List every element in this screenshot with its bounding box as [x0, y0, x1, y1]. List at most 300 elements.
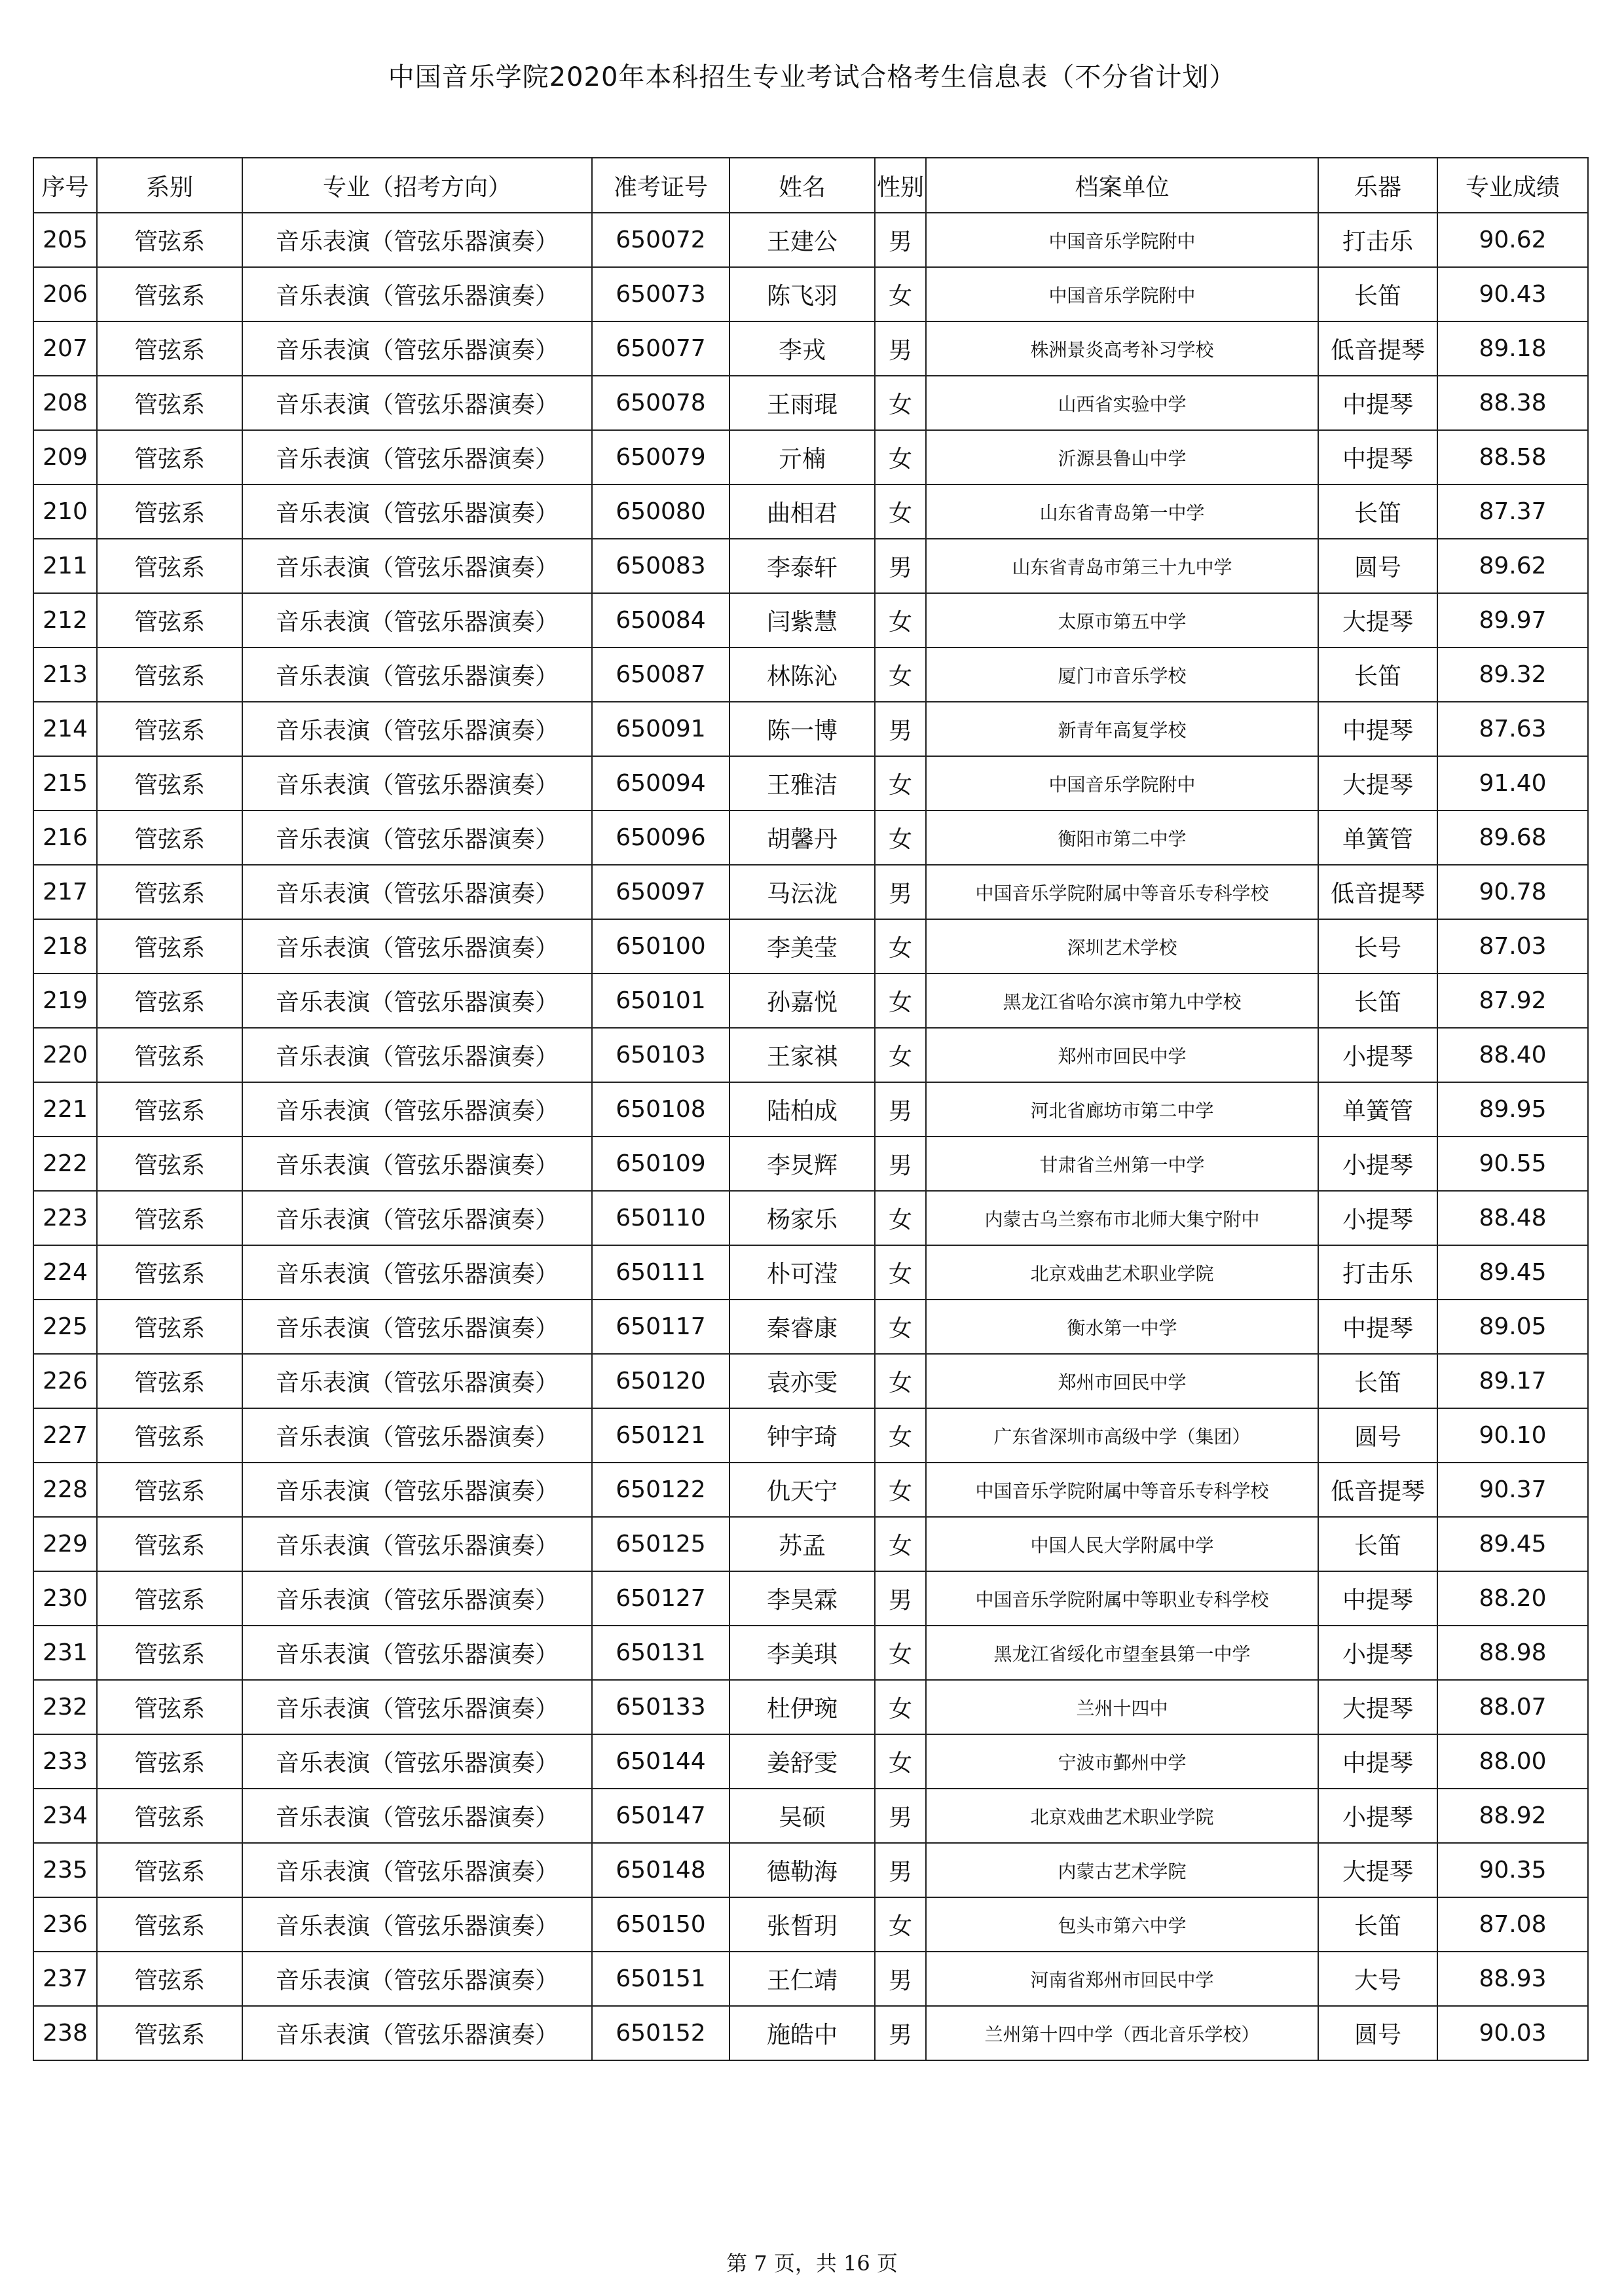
table-row — [33, 321, 1588, 376]
archive-unit-cell: 郑州市回民中学 — [926, 1354, 1318, 1408]
score-cell: 88.93 — [1437, 1952, 1588, 2006]
score-cell: 90.10 — [1437, 1408, 1588, 1463]
department-cell: 管弦系 — [97, 484, 242, 539]
score-cell: 89.62 — [1437, 539, 1588, 593]
exam-id-cell: 650087 — [592, 647, 729, 702]
score-cell: 89.95 — [1437, 1082, 1588, 1137]
table-row — [33, 1245, 1588, 1300]
instrument-cell: 大提琴 — [1318, 593, 1437, 647]
table-row — [33, 1463, 1588, 1517]
archive-unit-cell: 北京戏曲艺术职业学院 — [926, 1245, 1318, 1300]
archive-unit-cell: 郑州市回民中学 — [926, 1028, 1318, 1082]
table-row — [33, 974, 1588, 1028]
exam-id-cell: 650101 — [592, 974, 729, 1028]
instrument-cell: 长笛 — [1318, 647, 1437, 702]
archive-unit-cell: 中国音乐学院附中 — [926, 756, 1318, 811]
department-cell: 管弦系 — [97, 1517, 242, 1571]
column-header-gender: 性别 — [875, 158, 926, 213]
score-cell: 88.98 — [1437, 1626, 1588, 1680]
gender-cell: 男 — [875, 539, 926, 593]
exam-id-cell: 650096 — [592, 811, 729, 865]
score-cell: 88.40 — [1437, 1028, 1588, 1082]
seq-cell: 230 — [33, 1571, 97, 1626]
score-cell: 88.92 — [1437, 1789, 1588, 1843]
major-cell: 音乐表演（管弦乐器演奏） — [242, 321, 592, 376]
score-cell: 89.68 — [1437, 811, 1588, 865]
score-cell: 88.58 — [1437, 430, 1588, 484]
name-cell: 姜舒雯 — [729, 1734, 875, 1789]
table-row — [33, 1571, 1588, 1626]
instrument-cell: 小提琴 — [1318, 1789, 1437, 1843]
exam-id-cell: 650148 — [592, 1843, 729, 1897]
archive-unit-cell: 中国音乐学院附属中等职业专科学校 — [926, 1571, 1318, 1626]
table-row — [33, 702, 1588, 756]
table-row — [33, 376, 1588, 430]
instrument-cell: 圆号 — [1318, 2006, 1437, 2060]
instrument-cell: 小提琴 — [1318, 1626, 1437, 1680]
exam-id-cell: 650073 — [592, 267, 729, 321]
column-header-exam-id: 准考证号 — [592, 158, 729, 213]
instrument-cell: 低音提琴 — [1318, 865, 1437, 919]
archive-unit-cell: 株洲景炎高考补习学校 — [926, 321, 1318, 376]
seq-cell: 222 — [33, 1137, 97, 1191]
seq-cell: 220 — [33, 1028, 97, 1082]
name-cell: 李戎 — [729, 321, 875, 376]
score-cell: 90.03 — [1437, 2006, 1588, 2060]
score-cell: 87.37 — [1437, 484, 1588, 539]
exam-id-cell: 650121 — [592, 1408, 729, 1463]
department-cell: 管弦系 — [97, 865, 242, 919]
name-cell: 吴硕 — [729, 1789, 875, 1843]
table-row — [33, 865, 1588, 919]
department-cell: 管弦系 — [97, 213, 242, 267]
seq-cell: 234 — [33, 1789, 97, 1843]
seq-cell: 217 — [33, 865, 97, 919]
exam-id-cell: 650084 — [592, 593, 729, 647]
gender-cell: 女 — [875, 1517, 926, 1571]
table-row — [33, 1300, 1588, 1354]
major-cell: 音乐表演（管弦乐器演奏） — [242, 1734, 592, 1789]
gender-cell: 男 — [875, 1571, 926, 1626]
name-cell: 林陈沁 — [729, 647, 875, 702]
seq-cell: 226 — [33, 1354, 97, 1408]
instrument-cell: 长笛 — [1318, 1354, 1437, 1408]
gender-cell: 男 — [875, 865, 926, 919]
gender-cell: 女 — [875, 919, 926, 974]
seq-cell: 218 — [33, 919, 97, 974]
archive-unit-cell: 黑龙江省绥化市望奎县第一中学 — [926, 1626, 1318, 1680]
score-cell: 90.78 — [1437, 865, 1588, 919]
instrument-cell: 大提琴 — [1318, 1680, 1437, 1734]
name-cell: 李昊霖 — [729, 1571, 875, 1626]
major-cell: 音乐表演（管弦乐器演奏） — [242, 1517, 592, 1571]
seq-cell: 209 — [33, 430, 97, 484]
header-row — [33, 158, 1588, 213]
name-cell: 钟宇琦 — [729, 1408, 875, 1463]
column-header-department: 系别 — [97, 158, 242, 213]
department-cell: 管弦系 — [97, 1734, 242, 1789]
department-cell: 管弦系 — [97, 1300, 242, 1354]
seq-cell: 225 — [33, 1300, 97, 1354]
exam-id-cell: 650091 — [592, 702, 729, 756]
instrument-cell: 大号 — [1318, 1952, 1437, 2006]
name-cell: 李炅辉 — [729, 1137, 875, 1191]
instrument-cell: 中提琴 — [1318, 430, 1437, 484]
name-cell: 仇天宁 — [729, 1463, 875, 1517]
table-row — [33, 1082, 1588, 1137]
name-cell: 施皓中 — [729, 2006, 875, 2060]
archive-unit-cell: 衡阳市第二中学 — [926, 811, 1318, 865]
major-cell: 音乐表演（管弦乐器演奏） — [242, 430, 592, 484]
name-cell: 张晳玥 — [729, 1897, 875, 1952]
exam-id-cell: 650133 — [592, 1680, 729, 1734]
seq-cell: 207 — [33, 321, 97, 376]
archive-unit-cell: 广东省深圳市高级中学（集团） — [926, 1408, 1318, 1463]
instrument-cell: 打击乐 — [1318, 213, 1437, 267]
instrument-cell: 单簧管 — [1318, 1082, 1437, 1137]
score-cell: 87.92 — [1437, 974, 1588, 1028]
name-cell: 袁亦雯 — [729, 1354, 875, 1408]
document-title: 中国音乐学院2020年本科招生专业考试合格考生信息表（不分省计划） — [388, 62, 1236, 92]
exam-id-cell: 650078 — [592, 376, 729, 430]
archive-unit-cell: 衡水第一中学 — [926, 1300, 1318, 1354]
score-cell: 89.97 — [1437, 593, 1588, 647]
seq-cell: 224 — [33, 1245, 97, 1300]
score-cell: 91.40 — [1437, 756, 1588, 811]
exam-id-cell: 650151 — [592, 1952, 729, 2006]
instrument-cell: 大提琴 — [1318, 1843, 1437, 1897]
name-cell: 秦睿康 — [729, 1300, 875, 1354]
instrument-cell: 长号 — [1318, 919, 1437, 974]
major-cell: 音乐表演（管弦乐器演奏） — [242, 1626, 592, 1680]
archive-unit-cell: 宁波市鄞州中学 — [926, 1734, 1318, 1789]
exam-id-cell: 650122 — [592, 1463, 729, 1517]
score-cell: 90.62 — [1437, 213, 1588, 267]
seq-cell: 233 — [33, 1734, 97, 1789]
seq-cell: 228 — [33, 1463, 97, 1517]
score-cell: 89.45 — [1437, 1245, 1588, 1300]
major-cell: 音乐表演（管弦乐器演奏） — [242, 1789, 592, 1843]
seq-cell: 206 — [33, 267, 97, 321]
score-cell: 89.05 — [1437, 1300, 1588, 1354]
name-cell: 胡馨丹 — [729, 811, 875, 865]
table-row — [33, 1028, 1588, 1082]
major-cell: 音乐表演（管弦乐器演奏） — [242, 647, 592, 702]
gender-cell: 女 — [875, 484, 926, 539]
score-cell: 89.17 — [1437, 1354, 1588, 1408]
exam-id-cell: 650111 — [592, 1245, 729, 1300]
major-cell: 音乐表演（管弦乐器演奏） — [242, 1571, 592, 1626]
major-cell: 音乐表演（管弦乐器演奏） — [242, 811, 592, 865]
major-cell: 音乐表演（管弦乐器演奏） — [242, 919, 592, 974]
instrument-cell: 中提琴 — [1318, 1571, 1437, 1626]
seq-cell: 215 — [33, 756, 97, 811]
major-cell: 音乐表演（管弦乐器演奏） — [242, 593, 592, 647]
major-cell: 音乐表演（管弦乐器演奏） — [242, 1354, 592, 1408]
exam-id-cell: 650097 — [592, 865, 729, 919]
name-cell: 杜伊琬 — [729, 1680, 875, 1734]
archive-unit-cell: 中国音乐学院附中 — [926, 213, 1318, 267]
instrument-cell: 中提琴 — [1318, 702, 1437, 756]
archive-unit-cell: 黑龙江省哈尔滨市第九中学校 — [926, 974, 1318, 1028]
gender-cell: 女 — [875, 430, 926, 484]
gender-cell: 男 — [875, 2006, 926, 2060]
major-cell: 音乐表演（管弦乐器演奏） — [242, 267, 592, 321]
gender-cell: 男 — [875, 321, 926, 376]
score-cell: 90.43 — [1437, 267, 1588, 321]
department-cell: 管弦系 — [97, 1463, 242, 1517]
name-cell: 李泰轩 — [729, 539, 875, 593]
gender-cell: 女 — [875, 811, 926, 865]
major-cell: 音乐表演（管弦乐器演奏） — [242, 1897, 592, 1952]
department-cell: 管弦系 — [97, 1354, 242, 1408]
seq-cell: 223 — [33, 1191, 97, 1245]
department-cell: 管弦系 — [97, 2006, 242, 2060]
archive-unit-cell: 河北省廊坊市第二中学 — [926, 1082, 1318, 1137]
instrument-cell: 单簧管 — [1318, 811, 1437, 865]
table-row — [33, 1843, 1588, 1897]
gender-cell: 女 — [875, 1734, 926, 1789]
department-cell: 管弦系 — [97, 974, 242, 1028]
table-header — [33, 158, 1588, 213]
department-cell: 管弦系 — [97, 1082, 242, 1137]
major-cell: 音乐表演（管弦乐器演奏） — [242, 1300, 592, 1354]
major-cell: 音乐表演（管弦乐器演奏） — [242, 865, 592, 919]
major-cell: 音乐表演（管弦乐器演奏） — [242, 376, 592, 430]
instrument-cell: 圆号 — [1318, 1408, 1437, 1463]
seq-cell: 237 — [33, 1952, 97, 2006]
score-cell: 88.00 — [1437, 1734, 1588, 1789]
exam-id-cell: 650079 — [592, 430, 729, 484]
table-row — [33, 1354, 1588, 1408]
major-cell: 音乐表演（管弦乐器演奏） — [242, 1680, 592, 1734]
exam-id-cell: 650152 — [592, 2006, 729, 2060]
department-cell: 管弦系 — [97, 1843, 242, 1897]
score-cell: 90.37 — [1437, 1463, 1588, 1517]
column-header-instrument: 乐器 — [1318, 158, 1437, 213]
archive-unit-cell: 内蒙古乌兰察布市北师大集宁附中 — [926, 1191, 1318, 1245]
major-cell: 音乐表演（管弦乐器演奏） — [242, 213, 592, 267]
exam-id-cell: 650094 — [592, 756, 729, 811]
exam-id-cell: 650100 — [592, 919, 729, 974]
table-row — [33, 811, 1588, 865]
department-cell: 管弦系 — [97, 756, 242, 811]
gender-cell: 男 — [875, 1137, 926, 1191]
score-cell: 87.63 — [1437, 702, 1588, 756]
table-row — [33, 1517, 1588, 1571]
table-row — [33, 1408, 1588, 1463]
seq-cell: 229 — [33, 1517, 97, 1571]
gender-cell: 女 — [875, 756, 926, 811]
table-row — [33, 213, 1588, 267]
archive-unit-cell: 沂源县鲁山中学 — [926, 430, 1318, 484]
table-row — [33, 539, 1588, 593]
seq-cell: 208 — [33, 376, 97, 430]
exam-id-cell: 650083 — [592, 539, 729, 593]
archive-unit-cell: 厦门市音乐学校 — [926, 647, 1318, 702]
table-row — [33, 647, 1588, 702]
exam-id-cell: 650072 — [592, 213, 729, 267]
archive-unit-cell: 山西省实验中学 — [926, 376, 1318, 430]
seq-cell: 212 — [33, 593, 97, 647]
gender-cell: 女 — [875, 1463, 926, 1517]
seq-cell: 213 — [33, 647, 97, 702]
exam-id-cell: 650131 — [592, 1626, 729, 1680]
seq-cell: 210 — [33, 484, 97, 539]
gender-cell: 男 — [875, 213, 926, 267]
table-row — [33, 1680, 1588, 1734]
major-cell: 音乐表演（管弦乐器演奏） — [242, 1191, 592, 1245]
table-row — [33, 484, 1588, 539]
gender-cell: 女 — [875, 1354, 926, 1408]
name-cell: 陈一博 — [729, 702, 875, 756]
archive-unit-cell: 深圳艺术学校 — [926, 919, 1318, 974]
table-row — [33, 1897, 1588, 1952]
score-cell: 88.20 — [1437, 1571, 1588, 1626]
archive-unit-cell: 河南省郑州市回民中学 — [926, 1952, 1318, 2006]
instrument-cell: 低音提琴 — [1318, 321, 1437, 376]
department-cell: 管弦系 — [97, 321, 242, 376]
instrument-cell: 长笛 — [1318, 484, 1437, 539]
gender-cell: 女 — [875, 1626, 926, 1680]
name-cell: 德勒海 — [729, 1843, 875, 1897]
department-cell: 管弦系 — [97, 702, 242, 756]
seq-cell: 221 — [33, 1082, 97, 1137]
department-cell: 管弦系 — [97, 1245, 242, 1300]
column-header-seq: 序号 — [33, 158, 97, 213]
department-cell: 管弦系 — [97, 267, 242, 321]
score-cell: 88.48 — [1437, 1191, 1588, 1245]
table-row — [33, 919, 1588, 974]
instrument-cell: 打击乐 — [1318, 1245, 1437, 1300]
instrument-cell: 小提琴 — [1318, 1191, 1437, 1245]
gender-cell: 女 — [875, 267, 926, 321]
gender-cell: 女 — [875, 1191, 926, 1245]
major-cell: 音乐表演（管弦乐器演奏） — [242, 539, 592, 593]
gender-cell: 女 — [875, 1300, 926, 1354]
exam-id-cell: 650150 — [592, 1897, 729, 1952]
major-cell: 音乐表演（管弦乐器演奏） — [242, 974, 592, 1028]
table-row — [33, 430, 1588, 484]
major-cell: 音乐表演（管弦乐器演奏） — [242, 756, 592, 811]
archive-unit-cell: 山东省青岛市第三十九中学 — [926, 539, 1318, 593]
instrument-cell: 长笛 — [1318, 1897, 1437, 1952]
major-cell: 音乐表演（管弦乐器演奏） — [242, 1463, 592, 1517]
major-cell: 音乐表演（管弦乐器演奏） — [242, 2006, 592, 2060]
gender-cell: 男 — [875, 1843, 926, 1897]
gender-cell: 男 — [875, 1789, 926, 1843]
seq-cell: 232 — [33, 1680, 97, 1734]
table-row — [33, 267, 1588, 321]
major-cell: 音乐表演（管弦乐器演奏） — [242, 1082, 592, 1137]
instrument-cell: 长笛 — [1318, 267, 1437, 321]
seq-cell: 227 — [33, 1408, 97, 1463]
table-row — [33, 756, 1588, 811]
instrument-cell: 低音提琴 — [1318, 1463, 1437, 1517]
table-row — [33, 593, 1588, 647]
seq-cell: 216 — [33, 811, 97, 865]
department-cell: 管弦系 — [97, 919, 242, 974]
exam-id-cell: 650103 — [592, 1028, 729, 1082]
score-cell: 90.55 — [1437, 1137, 1588, 1191]
score-cell: 87.08 — [1437, 1897, 1588, 1952]
table-row — [33, 2006, 1588, 2060]
department-cell: 管弦系 — [97, 1408, 242, 1463]
exam-id-cell: 650120 — [592, 1354, 729, 1408]
archive-unit-cell: 太原市第五中学 — [926, 593, 1318, 647]
archive-unit-cell: 新青年高复学校 — [926, 702, 1318, 756]
name-cell: 王建公 — [729, 213, 875, 267]
instrument-cell: 圆号 — [1318, 539, 1437, 593]
exam-id-cell: 650108 — [592, 1082, 729, 1137]
archive-unit-cell: 中国人民大学附属中学 — [926, 1517, 1318, 1571]
exam-id-cell: 650109 — [592, 1137, 729, 1191]
name-cell: 王雨琨 — [729, 376, 875, 430]
instrument-cell: 小提琴 — [1318, 1028, 1437, 1082]
archive-unit-cell: 中国音乐学院附属中等音乐专科学校 — [926, 865, 1318, 919]
name-cell: 杨家乐 — [729, 1191, 875, 1245]
score-cell: 89.45 — [1437, 1517, 1588, 1571]
gender-cell: 女 — [875, 1408, 926, 1463]
score-cell: 88.38 — [1437, 376, 1588, 430]
candidate-table — [33, 157, 1589, 2061]
archive-unit-cell: 内蒙古艺术学院 — [926, 1843, 1318, 1897]
archive-unit-cell: 北京戏曲艺术职业学院 — [926, 1789, 1318, 1843]
seq-cell: 219 — [33, 974, 97, 1028]
score-cell: 87.03 — [1437, 919, 1588, 974]
score-cell: 90.35 — [1437, 1843, 1588, 1897]
instrument-cell: 中提琴 — [1318, 1300, 1437, 1354]
department-cell: 管弦系 — [97, 376, 242, 430]
exam-id-cell: 650127 — [592, 1571, 729, 1626]
name-cell: 李美琪 — [729, 1626, 875, 1680]
gender-cell: 女 — [875, 1028, 926, 1082]
department-cell: 管弦系 — [97, 539, 242, 593]
major-cell: 音乐表演（管弦乐器演奏） — [242, 1245, 592, 1300]
instrument-cell: 中提琴 — [1318, 1734, 1437, 1789]
column-header-name: 姓名 — [729, 158, 875, 213]
exam-id-cell: 650077 — [592, 321, 729, 376]
major-cell: 音乐表演（管弦乐器演奏） — [242, 1408, 592, 1463]
table-row — [33, 1191, 1588, 1245]
seq-cell: 235 — [33, 1843, 97, 1897]
exam-id-cell: 650125 — [592, 1517, 729, 1571]
department-cell: 管弦系 — [97, 593, 242, 647]
table-row — [33, 1952, 1588, 2006]
name-cell: 闫紫慧 — [729, 593, 875, 647]
seq-cell: 205 — [33, 213, 97, 267]
instrument-cell: 长笛 — [1318, 974, 1437, 1028]
name-cell: 王雅洁 — [729, 756, 875, 811]
department-cell: 管弦系 — [97, 647, 242, 702]
seq-cell: 231 — [33, 1626, 97, 1680]
department-cell: 管弦系 — [97, 1680, 242, 1734]
seq-cell: 211 — [33, 539, 97, 593]
seq-cell: 238 — [33, 2006, 97, 2060]
column-header-score: 专业成绩 — [1437, 158, 1588, 213]
major-cell: 音乐表演（管弦乐器演奏） — [242, 1843, 592, 1897]
department-cell: 管弦系 — [97, 1789, 242, 1843]
name-cell: 孙嘉悦 — [729, 974, 875, 1028]
gender-cell: 男 — [875, 1082, 926, 1137]
name-cell: 李美莹 — [729, 919, 875, 974]
name-cell: 马沄泷 — [729, 865, 875, 919]
department-cell: 管弦系 — [97, 1028, 242, 1082]
table-row — [33, 1789, 1588, 1843]
exam-id-cell: 650117 — [592, 1300, 729, 1354]
major-cell: 音乐表演（管弦乐器演奏） — [242, 702, 592, 756]
score-cell: 89.18 — [1437, 321, 1588, 376]
